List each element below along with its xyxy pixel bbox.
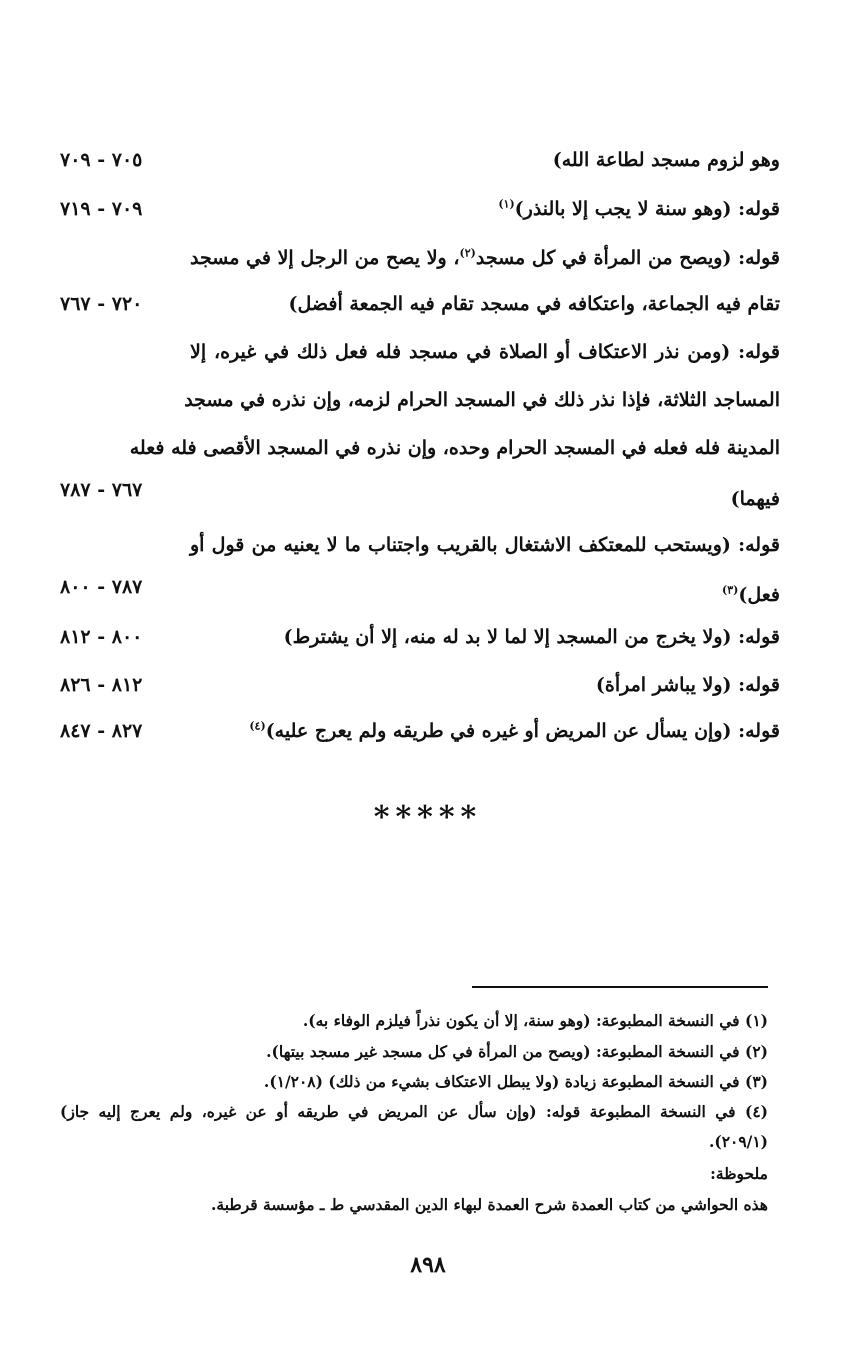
entry-5: [60, 337, 780, 367]
page-ref: ٨١٢ - ٨٢٦: [60, 674, 143, 696]
note-heading: ملحوظة:: [710, 1164, 768, 1183]
entry-1: [60, 145, 780, 175]
footnote-marker[interactable]: (٣): [722, 583, 739, 597]
footnote-marker[interactable]: (٢): [459, 246, 476, 260]
entry-text: فعل)$^{(٣)}$: [722, 583, 780, 606]
entry-text: تقام فيه الجماعة، واعتكافه في مسجد تقام فيه الجمعة أفضل): [288, 293, 780, 315]
entry-11: [60, 622, 780, 652]
entry-6: [60, 385, 780, 415]
page-ref: ٨٢٧ - ٨٤٧: [60, 720, 143, 742]
entry-text: فيهما): [730, 488, 780, 510]
footnote-marker[interactable]: (٤): [249, 719, 266, 733]
footnote-divider: [472, 986, 768, 988]
page-ref: ٧٦٧ - ٧٨٧: [60, 479, 143, 501]
entry-text: وهو لزوم مسجد لطاعة الله): [552, 149, 780, 171]
entry-10: [60, 572, 780, 606]
page-number: ٨٩٨: [410, 1252, 446, 1278]
page-ref: ٧٠٥ - ٧٠٩: [60, 149, 143, 171]
page-ref: ٧٢٠ - ٧٦٧: [60, 293, 143, 315]
entry-9: [60, 530, 780, 560]
entry-7: [60, 433, 780, 463]
entry-text: قوله: (ويصح من المرأة في كل مسجد$^{(٢)}$، ولا يصح من الرجل إلا في مسجد: [190, 246, 781, 269]
entry-text: قوله: (وهو سنة لا يجب إلا بالنذر)$^{(١)}$: [498, 197, 780, 220]
entry-2: [60, 194, 780, 224]
page-ref: ٧٠٩ - ٧١٩: [60, 198, 143, 220]
page-ref: ٧٨٧ - ٨٠٠: [60, 576, 143, 598]
entry-text: قوله: (ولا يخرج من المسجد إلا لما لا بد له منه، إلا أن يشترط): [283, 626, 780, 648]
footnote-4: (٤) في النسخة المطبوعة قوله: (وإن سأل عن المريض في طريقه أو عن غيره، ولم يعرج إليه جاز): [60, 1102, 768, 1121]
footnote-2: (٢) في النسخة المطبوعة: (ويصح من المرأة في كل مسجد غير مسجد بيتها).: [266, 1042, 768, 1061]
entry-12: [60, 670, 780, 700]
entry-text: قوله: (ولا يباشر امرأة): [595, 674, 780, 696]
entry-text: قوله: (ويستحب للمعتكف الاشتغال بالقريب واجتناب ما لا يعنيه من قول أو: [190, 534, 780, 556]
note-text: هذه الحواشي من كتاب العمدة شرح العمدة لبهاء الدين المقدسي ط ـ مؤسسة قرطبة.: [210, 1195, 768, 1214]
footnote-3: (٣) في النسخة المطبوعة زيادة (ولا يبطل الاعتكاف بشيء من ذلك) (١/٢٠٨).: [263, 1072, 768, 1091]
page-ref: ٨٠٠ - ٨١٢: [60, 626, 143, 648]
entry-text: المساجد الثلاثة، فإذا نذر ذلك في المسجد الحرام لزمه، وإن نذره في مسجد: [184, 389, 780, 411]
footnote-4-cont: (٢٠٩/١).: [708, 1132, 768, 1151]
entry-text: قوله: (وإن يسأل عن المريض أو غيره في طريقه ولم يعرج عليه)$^{(٤)}$: [249, 719, 780, 742]
entry-13: [60, 716, 780, 746]
entry-8: [60, 481, 780, 511]
entry-text: المدينة فله فعله في المسجد الحرام وحده، وإن نذره في المسجد الأقصى فله فعله: [129, 437, 780, 459]
section-separator: *****: [373, 800, 483, 835]
entry-3: [60, 243, 780, 273]
footnote-1: (١) في النسخة المطبوعة: (وهو سنة، إلا أن يكون نذراً فيلزم الوفاء به).: [302, 1011, 768, 1030]
entry-text: قوله: (ومن نذر الاعتكاف أو الصلاة في مسجد فله فعل ذلك في غيره، إلا: [190, 341, 780, 363]
footnote-marker[interactable]: (١): [498, 197, 515, 211]
entry-4: [60, 289, 780, 319]
